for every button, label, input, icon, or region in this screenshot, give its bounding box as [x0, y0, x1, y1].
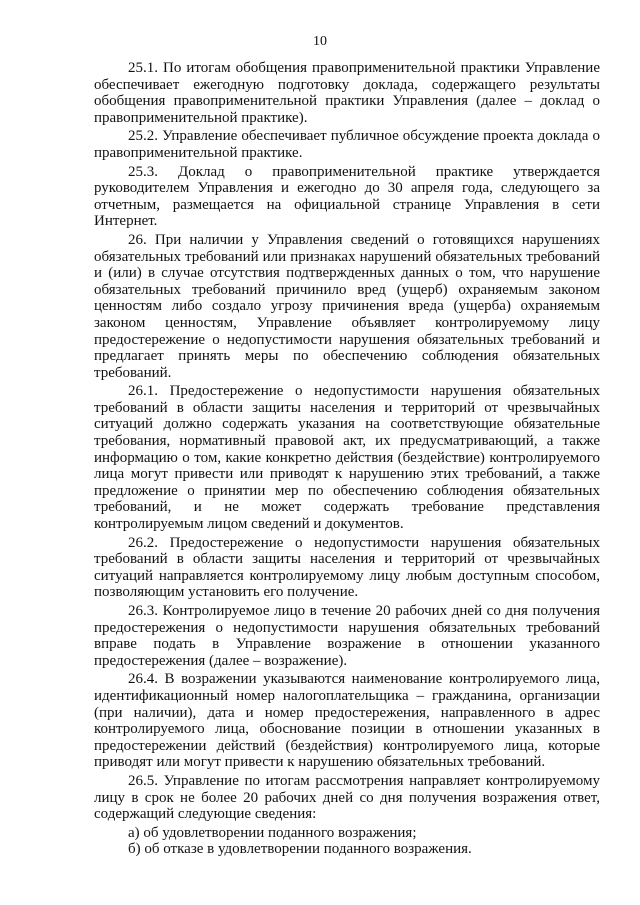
list-item-a: а) об удовлетворении поданного возражения; — [128, 824, 417, 841]
paragraph-25-1: 25.1. По итогам обобщения правоприменительной практики Управление обеспечивает ежегодную подготовку доклада, содержащего результаты обобщения правоприменительной практики Управления (далее – доклад о правоприменительной практике). — [94, 60, 600, 126]
paragraph-26: 26. При наличии у Управления сведений о готовящихся нарушениях обязательных требований или признаках нарушений обязательных требований и (или) в случае отсутствия подтвержденных данных о том, что нарушение обязательных требований причинило вред (ущерб) охраняемым законом ценностям либо создало угрозу причинения вреда (ущерба) охраняемым законом ценностям, Управление объявляет контролируемому лицу предостережение о недопустимости нарушения обязательных требований и предлагает принять меры по обеспечению соблюдения обязательных требований. — [94, 231, 600, 381]
paragraph-25-3: 25.3. Доклад о правоприменительной практике утверждается руководителем Управления и ежегодно до 30 апреля года, следующего за отчетным, размещается на официальной странице Управления в сети Интернет. — [94, 163, 600, 230]
paragraph-26-2: 26.2. Предостережение о недопустимости нарушения обязательных требований в области защиты населения и территорий от чрезвычайных ситуаций направляется контролируемому лицу любым доступным способом, позволяющим установить его получение. — [94, 534, 600, 601]
paragraph-26-5: 26.5. Управление по итогам рассмотрения направляет контролируемому лицу в срок не более 20 рабочих дней со дня получения возражения ответ, содержащий следующие сведения: — [94, 772, 600, 823]
paragraph-26-3: 26.3. Контролируемое лицо в течение 20 рабочих дней со дня получения предостережения о недопустимости нарушения обязательных требований вправе подать в Управление возражение в отношении указанного предостережения (далее – возражение). — [94, 603, 600, 669]
page-number: 10 — [313, 34, 327, 49]
paragraph-26-4: 26.4. В возражении указываются наименование контролируемого лица, идентификационный номер налогоплательщика – гражданина, организации (при наличии), дата и номер предостережения, направленного в адрес контролируемого лица, обоснование позиции в отношении указанных в предостережении действий (бездействия) контролируемого лица, которые приводят или могут привести к нарушению обязательных требований. — [94, 671, 600, 771]
paragraph-25-2: 25.2. Управление обеспечивает публичное обсуждение проекта доклада о правоприменительной практике. — [94, 128, 600, 161]
list-item-b: б) об отказе в удовлетворении поданного возражения. — [128, 841, 472, 858]
document-body — [94, 60, 600, 858]
paragraph-26-1: 26.1. Предостережение о недопустимости нарушения обязательных требований в области защиты населения и территорий от чрезвычайных ситуаций должно содержать указания на соответствующие обязательные требования, нормативный правовой акт, их предусматривающий, а также информацию о том, какие конкретно действия (бездействие) контролируемого лица могут привести или приводят к нарушению этих требований, а также предложение о принятии мер по обеспечению соблюдения обязательных требований, и не может содержать требование представления контролируемым лицом сведений и документов. — [94, 383, 600, 533]
